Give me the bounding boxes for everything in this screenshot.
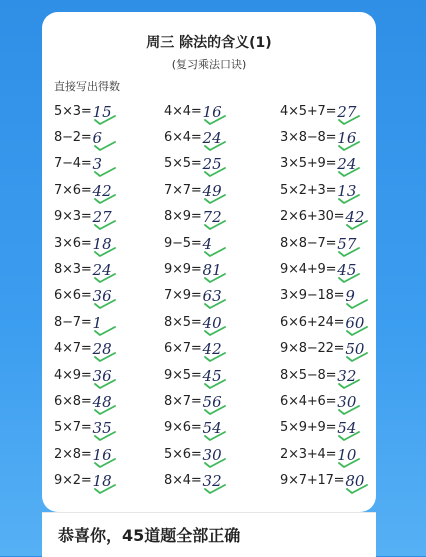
check-mark-icon xyxy=(346,326,368,336)
problem-grid xyxy=(54,98,376,494)
problem-item xyxy=(54,362,164,388)
problem-expression: 2×3+4= xyxy=(280,446,337,462)
problem-item xyxy=(164,98,280,124)
problem-item xyxy=(164,151,280,177)
problem-expression: 9×5= xyxy=(164,367,202,383)
check-mark-icon xyxy=(204,405,226,415)
page-subtitle: (复习乘法口诀) xyxy=(171,58,247,71)
problem-item xyxy=(54,309,164,335)
handwritten-answer: 10 xyxy=(337,445,357,464)
check-mark-icon xyxy=(94,379,116,389)
problem-item xyxy=(164,415,280,441)
problem-item xyxy=(280,388,376,414)
page-title: 周三 除法的含义(1) xyxy=(146,35,272,51)
result-banner xyxy=(42,512,376,557)
check-mark-icon xyxy=(338,167,360,177)
handwritten-answer: 42 xyxy=(202,340,222,359)
problem-expression: 3×9−18= xyxy=(280,288,345,304)
problem-expression: 7−4= xyxy=(54,156,92,172)
problem-expression: 3×6= xyxy=(54,235,92,251)
problem-item xyxy=(164,362,280,388)
problem-expression: 6×6+24= xyxy=(280,314,345,330)
problem-expression: 6×8= xyxy=(54,393,92,409)
handwritten-answer: 25 xyxy=(202,155,222,174)
problem-expression: 6×4= xyxy=(164,130,202,146)
problem-expression: 8−2= xyxy=(54,130,92,146)
handwritten-answer: 57 xyxy=(337,234,357,253)
problem-item xyxy=(164,336,280,362)
problem-item xyxy=(54,124,164,150)
handwritten-answer: 30 xyxy=(202,445,222,464)
handwritten-answer: 27 xyxy=(92,208,112,227)
handwritten-answer: 63 xyxy=(202,287,222,306)
check-mark-icon xyxy=(204,273,226,283)
check-mark-icon xyxy=(94,141,116,151)
problem-item xyxy=(164,467,280,493)
handwritten-answer: 15 xyxy=(92,102,112,121)
check-mark-icon xyxy=(94,194,116,204)
problem-expression: 5×2+3= xyxy=(280,182,337,198)
problem-item xyxy=(164,388,280,414)
problem-expression: 4×5+7= xyxy=(280,103,337,119)
problem-expression: 9×7+17= xyxy=(280,473,345,489)
check-mark-icon xyxy=(94,273,116,283)
check-mark-icon xyxy=(204,299,226,309)
check-mark-icon xyxy=(338,194,360,204)
check-mark-icon xyxy=(204,431,226,441)
handwritten-answer: 36 xyxy=(92,287,112,306)
problem-expression: 3×5+9= xyxy=(280,156,337,172)
problem-item xyxy=(280,441,376,467)
handwritten-answer: 45 xyxy=(202,366,222,385)
handwritten-answer: 18 xyxy=(92,472,112,491)
problem-expression: 8×9= xyxy=(164,209,202,225)
handwritten-answer: 45 xyxy=(337,261,357,280)
check-mark-icon xyxy=(204,352,226,362)
problem-expression: 6×6= xyxy=(54,288,92,304)
problem-item xyxy=(54,256,164,282)
handwritten-answer: 60 xyxy=(345,313,365,332)
check-mark-icon xyxy=(346,220,368,230)
problem-expression: 9×3= xyxy=(54,209,92,225)
handwritten-answer: 80 xyxy=(345,472,365,491)
handwritten-answer: 24 xyxy=(337,155,357,174)
handwritten-answer: 49 xyxy=(202,181,222,200)
handwritten-answer: 16 xyxy=(202,102,222,121)
problem-expression: 7×9= xyxy=(164,288,202,304)
handwritten-answer: 35 xyxy=(92,419,112,438)
problem-expression: 8×5= xyxy=(164,314,202,330)
check-mark-icon xyxy=(338,115,360,125)
problem-item xyxy=(280,124,376,150)
problem-expression: 8×7= xyxy=(164,393,202,409)
handwritten-answer: 13 xyxy=(337,181,357,200)
handwritten-answer: 16 xyxy=(337,129,357,148)
problem-item xyxy=(54,177,164,203)
problem-expression: 9×2= xyxy=(54,473,92,489)
problem-item xyxy=(280,362,376,388)
check-mark-icon xyxy=(94,458,116,468)
problem-expression: 3×8−8= xyxy=(280,130,337,146)
problem-expression: 4×7= xyxy=(54,341,92,357)
check-mark-icon xyxy=(204,115,226,125)
check-mark-icon xyxy=(338,431,360,441)
problem-item xyxy=(164,177,280,203)
handwritten-answer: 42 xyxy=(345,208,365,227)
problem-expression: 8×5−8= xyxy=(280,367,337,383)
check-mark-icon xyxy=(94,247,116,257)
problem-expression: 2×8= xyxy=(54,446,92,462)
problem-expression: 5×7= xyxy=(54,420,92,436)
problem-item xyxy=(164,204,280,230)
problem-expression: 7×6= xyxy=(54,182,92,198)
handwritten-answer: 54 xyxy=(337,419,357,438)
handwritten-answer: 50 xyxy=(345,340,365,359)
problem-expression: 5×6= xyxy=(164,446,202,462)
handwritten-answer: 32 xyxy=(202,472,222,491)
problem-expression: 9−5= xyxy=(164,235,202,251)
problem-expression: 8×8−7= xyxy=(280,235,337,251)
handwritten-answer: 32 xyxy=(337,366,357,385)
check-mark-icon xyxy=(204,484,226,494)
check-mark-icon xyxy=(204,194,226,204)
problem-item xyxy=(280,256,376,282)
problem-item xyxy=(54,98,164,124)
check-mark-icon xyxy=(94,405,116,415)
check-mark-icon xyxy=(94,220,116,230)
check-mark-icon xyxy=(204,167,226,177)
check-mark-icon xyxy=(346,299,368,309)
check-mark-icon xyxy=(94,352,116,362)
problem-expression: 9×9= xyxy=(164,262,202,278)
result-message: 恭喜你，45道题全部正确 xyxy=(58,526,241,545)
check-mark-icon xyxy=(338,405,360,415)
handwritten-answer: 56 xyxy=(202,392,222,411)
handwritten-answer: 28 xyxy=(92,340,112,359)
problem-expression: 9×8−22= xyxy=(280,341,345,357)
problem-item xyxy=(164,441,280,467)
check-mark-icon xyxy=(204,247,226,257)
check-mark-icon xyxy=(204,458,226,468)
handwritten-answer: 9 xyxy=(345,287,355,306)
handwritten-answer: 4 xyxy=(202,234,213,253)
handwritten-answer: 3 xyxy=(92,155,103,174)
check-mark-icon xyxy=(94,115,116,125)
problem-item xyxy=(54,467,164,493)
problem-expression: 4×9= xyxy=(54,367,92,383)
problem-item xyxy=(164,283,280,309)
problem-expression: 8×4= xyxy=(164,473,202,489)
handwritten-answer: 54 xyxy=(202,419,222,438)
check-mark-icon xyxy=(204,379,226,389)
problem-item xyxy=(280,230,376,256)
problem-expression: 9×6= xyxy=(164,420,202,436)
problem-item xyxy=(280,309,376,335)
problem-item xyxy=(54,204,164,230)
check-mark-icon xyxy=(204,326,226,336)
check-mark-icon xyxy=(346,484,368,494)
problem-item xyxy=(280,336,376,362)
problem-expression: 6×7= xyxy=(164,341,202,357)
handwritten-answer: 48 xyxy=(92,392,112,411)
check-mark-icon xyxy=(204,141,226,151)
problem-expression: 9×4+9= xyxy=(280,262,337,278)
problem-item xyxy=(164,309,280,335)
handwritten-answer: 1 xyxy=(92,313,103,332)
instruction-text: 直接写出得数 xyxy=(54,80,120,93)
handwritten-answer: 6 xyxy=(92,129,103,148)
problem-item xyxy=(54,441,164,467)
handwritten-answer: 72 xyxy=(202,208,222,227)
problem-item xyxy=(280,151,376,177)
handwritten-answer: 81 xyxy=(202,261,222,280)
problem-expression: 8×3= xyxy=(54,262,92,278)
problem-expression: 7×7= xyxy=(164,182,202,198)
problem-item xyxy=(54,415,164,441)
check-mark-icon xyxy=(94,431,116,441)
problem-item xyxy=(54,230,164,256)
check-mark-icon xyxy=(338,247,360,257)
problem-expression: 2×6+30= xyxy=(280,209,345,225)
problem-expression: 4×4= xyxy=(164,103,202,119)
worksheet-card xyxy=(42,12,376,512)
problem-item xyxy=(164,230,280,256)
problem-expression: 5×9+9= xyxy=(280,420,337,436)
check-mark-icon xyxy=(338,273,360,283)
problem-item xyxy=(280,204,376,230)
handwritten-answer: 27 xyxy=(337,102,357,121)
handwritten-answer: 16 xyxy=(92,445,112,464)
problem-item xyxy=(280,177,376,203)
handwritten-answer: 24 xyxy=(202,129,222,148)
check-mark-icon xyxy=(338,379,360,389)
problem-item xyxy=(164,124,280,150)
problem-item xyxy=(54,336,164,362)
check-mark-icon xyxy=(204,220,226,230)
problem-expression: 6×4+6= xyxy=(280,393,337,409)
problem-expression: 5×5= xyxy=(164,156,202,172)
check-mark-icon xyxy=(338,141,360,151)
problem-item xyxy=(280,467,376,493)
problem-item xyxy=(54,388,164,414)
handwritten-answer: 24 xyxy=(92,261,112,280)
handwritten-answer: 30 xyxy=(337,392,357,411)
problem-item xyxy=(54,283,164,309)
handwritten-answer: 36 xyxy=(92,366,112,385)
problem-item xyxy=(280,415,376,441)
handwritten-answer: 42 xyxy=(92,181,112,200)
check-mark-icon xyxy=(94,326,116,336)
check-mark-icon xyxy=(346,352,368,362)
check-mark-icon xyxy=(94,299,116,309)
problem-item xyxy=(280,283,376,309)
problem-expression: 8−7= xyxy=(54,314,92,330)
problem-item xyxy=(164,256,280,282)
problem-item xyxy=(280,98,376,124)
check-mark-icon xyxy=(94,167,116,177)
handwritten-answer: 18 xyxy=(92,234,112,253)
problem-item xyxy=(54,151,164,177)
problem-expression: 5×3= xyxy=(54,103,92,119)
handwritten-answer: 40 xyxy=(202,313,222,332)
check-mark-icon xyxy=(94,484,116,494)
check-mark-icon xyxy=(338,458,360,468)
